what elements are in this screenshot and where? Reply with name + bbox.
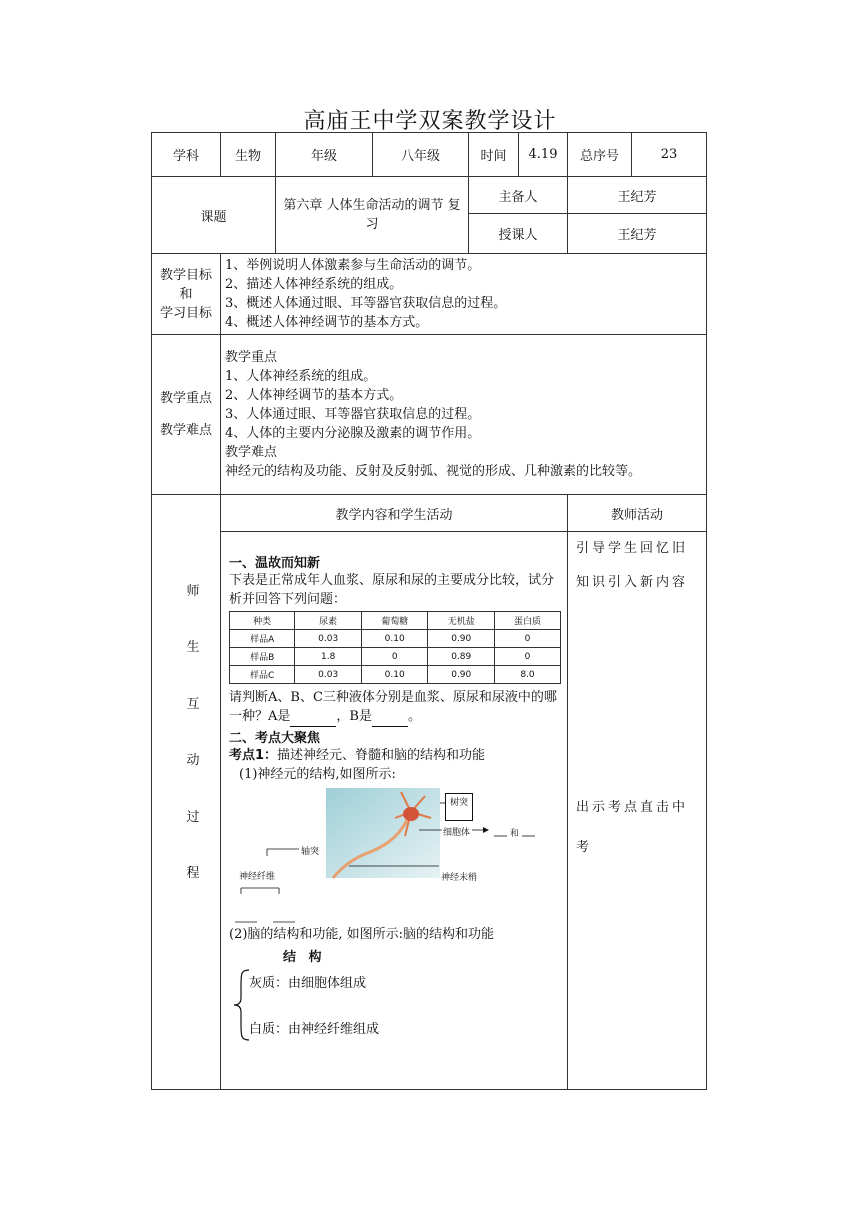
content-header: 教学内容和学生活动 <box>221 495 568 532</box>
lesson-plan-table <box>151 132 707 1090</box>
preparer-value: 王纪芳 <box>568 177 707 214</box>
time-label: 时间 <box>469 133 519 177</box>
document-title: 高庙王中学双案教学设计 <box>303 109 557 134</box>
process-side-char: 过 <box>186 810 200 825</box>
lecturer-value: 王纪芳 <box>568 214 707 254</box>
teacher-note-1: 引导学生回忆旧知识引入新内容 <box>576 541 689 590</box>
table-cell: 0.89 <box>428 648 495 666</box>
subject-value: 生物 <box>221 133 276 177</box>
process-side-char: 动 <box>186 753 200 768</box>
process-side-char: 师 <box>186 584 200 599</box>
preparer-label: 主备人 <box>469 177 568 214</box>
keypoints-label-line: 教学重点 <box>159 390 212 406</box>
subject-label: 学科 <box>152 133 221 177</box>
goal-item: 2、描述人体神经系统的组成。 <box>225 277 403 292</box>
brain-white-matter: 白质：由神经纤维组成 <box>249 1022 380 1037</box>
brain-structure <box>229 944 429 1044</box>
teacher-cell <box>568 532 707 1090</box>
table-cell: 0 <box>495 648 561 666</box>
table-row <box>230 666 561 684</box>
section1-title: 一、温故而知新 <box>229 556 321 571</box>
key-item: 1、人体神经系统的组成。 <box>225 369 377 384</box>
table-cell: 8.0 <box>495 666 561 684</box>
teacher-note-2: 出示考点直击中考 <box>576 800 689 855</box>
goal-item: 1、举例说明人体激素参与生命活动的调节。 <box>225 258 481 273</box>
process-side-char: 生 <box>186 640 200 655</box>
kp1-text: 描述神经元、脊髓和脑的结构和功能 <box>277 748 486 763</box>
label-and: 和 <box>510 829 520 839</box>
keypoint-1 <box>229 746 561 765</box>
table-cell: 0.90 <box>428 630 495 648</box>
label-cell-body: 细胞体 <box>443 828 471 838</box>
difficult-text: 神经元的结构及功能、反射及反射弧、视觉的形成、几种激素的比较等。 <box>225 464 642 479</box>
table-cell: 0.03 <box>295 666 362 684</box>
table-cell: 0.03 <box>295 630 362 648</box>
content-cell <box>221 532 568 1090</box>
brain-grey-matter: 灰质：由细胞体组成 <box>249 976 367 991</box>
topic-label: 课题 <box>152 177 276 254</box>
table-cell: 0 <box>361 648 428 666</box>
keypoints-content <box>221 335 707 495</box>
table-cell: 样品B <box>230 648 295 666</box>
label-dendrite: 树突 <box>445 793 473 821</box>
table-header: 种类 <box>230 612 295 630</box>
question <box>229 688 561 727</box>
table-cell: 0.10 <box>361 666 428 684</box>
cell-body <box>403 807 419 821</box>
neuron-illustration <box>229 788 547 923</box>
kp1-label: 考点1： <box>229 748 278 763</box>
goals-label-line: 学习目标 <box>159 305 212 321</box>
topic-value: 第六章 人体生命活动的调节 复习 <box>276 177 469 254</box>
table-header-row <box>230 612 561 630</box>
info-row <box>152 133 707 177</box>
serial-label: 总序号 <box>568 133 632 177</box>
table-cell: 样品A <box>230 630 295 648</box>
kp1-sub2: (2)脑的结构和功能, 如图所示:脑的结构和功能 <box>229 927 495 942</box>
table-cell: 0 <box>495 630 561 648</box>
goals-label <box>152 254 221 335</box>
label-axon: 轴突 <box>301 847 320 857</box>
neuron-photo-background <box>326 788 440 878</box>
table-cell: 0.90 <box>428 666 495 684</box>
answer-blank-a[interactable] <box>290 707 336 727</box>
brain-heading: 结 构 <box>283 950 326 965</box>
key-item: 4、人体的主要内分泌腺及激素的调节作用。 <box>225 426 481 441</box>
goal-item: 4、概述人体神经调节的基本方式。 <box>225 315 429 330</box>
serial-value: 23 <box>632 133 707 177</box>
process-side-char: 互 <box>186 697 200 712</box>
goals-list <box>221 254 707 335</box>
brace-icon <box>231 968 251 1042</box>
table-header: 无机盐 <box>428 612 495 630</box>
question-end: 。 <box>407 709 421 724</box>
question-mid: ，B是 <box>336 709 372 724</box>
label-nerve-ending: 神经末梢 <box>441 873 478 883</box>
key-item: 2、人体神经调节的基本方式。 <box>225 388 403 403</box>
key-heading: 教学重点 <box>225 350 278 365</box>
grade-label: 年级 <box>276 133 373 177</box>
keypoints-label <box>152 335 221 495</box>
section2-title: 二、考点大聚焦 <box>229 731 321 746</box>
table-row <box>230 648 561 666</box>
teacher-header: 教师活动 <box>568 495 707 532</box>
table-cell: 样品C <box>230 666 295 684</box>
table-row <box>230 630 561 648</box>
question-text: 请判断A、B、C三种液体分别是血浆、原尿和尿液中的哪一种？A是 <box>229 690 557 724</box>
goal-item: 3、概述人体通过眼、耳等器官获取信息的过程。 <box>225 296 507 311</box>
section1-intro: 下表是正常成年人血浆、原尿和尿的主要成分比较，试分析并回答下列问题： <box>229 573 555 607</box>
goals-label-line: 教学目标 <box>159 267 212 283</box>
table-header: 尿素 <box>295 612 362 630</box>
label-nerve-fiber: 神经纤维 <box>239 872 276 882</box>
answer-blank-b[interactable] <box>372 707 408 727</box>
keypoints-label-line: 教学难点 <box>159 422 212 438</box>
kp1-sub1: (1)神经元的结构,如图所示: <box>239 767 396 782</box>
difficult-heading: 教学难点 <box>225 445 278 460</box>
lecturer-label: 授课人 <box>469 214 568 254</box>
table-cell: 1.8 <box>295 648 362 666</box>
process-side-char: 程 <box>186 866 200 881</box>
time-value: 4.19 <box>519 133 568 177</box>
lesson-plan <box>151 132 706 1090</box>
key-item: 3、人体通过眼、耳等器官获取信息的过程。 <box>225 407 481 422</box>
goals-label-line: 和 <box>179 286 193 302</box>
table-cell: 0.10 <box>361 630 428 648</box>
neuron-diagram <box>229 788 547 923</box>
grade-value: 八年级 <box>373 133 469 177</box>
table-header: 葡萄糖 <box>361 612 428 630</box>
process-side-label <box>152 495 221 1090</box>
composition-table <box>229 611 561 684</box>
table-header: 蛋白质 <box>495 612 561 630</box>
